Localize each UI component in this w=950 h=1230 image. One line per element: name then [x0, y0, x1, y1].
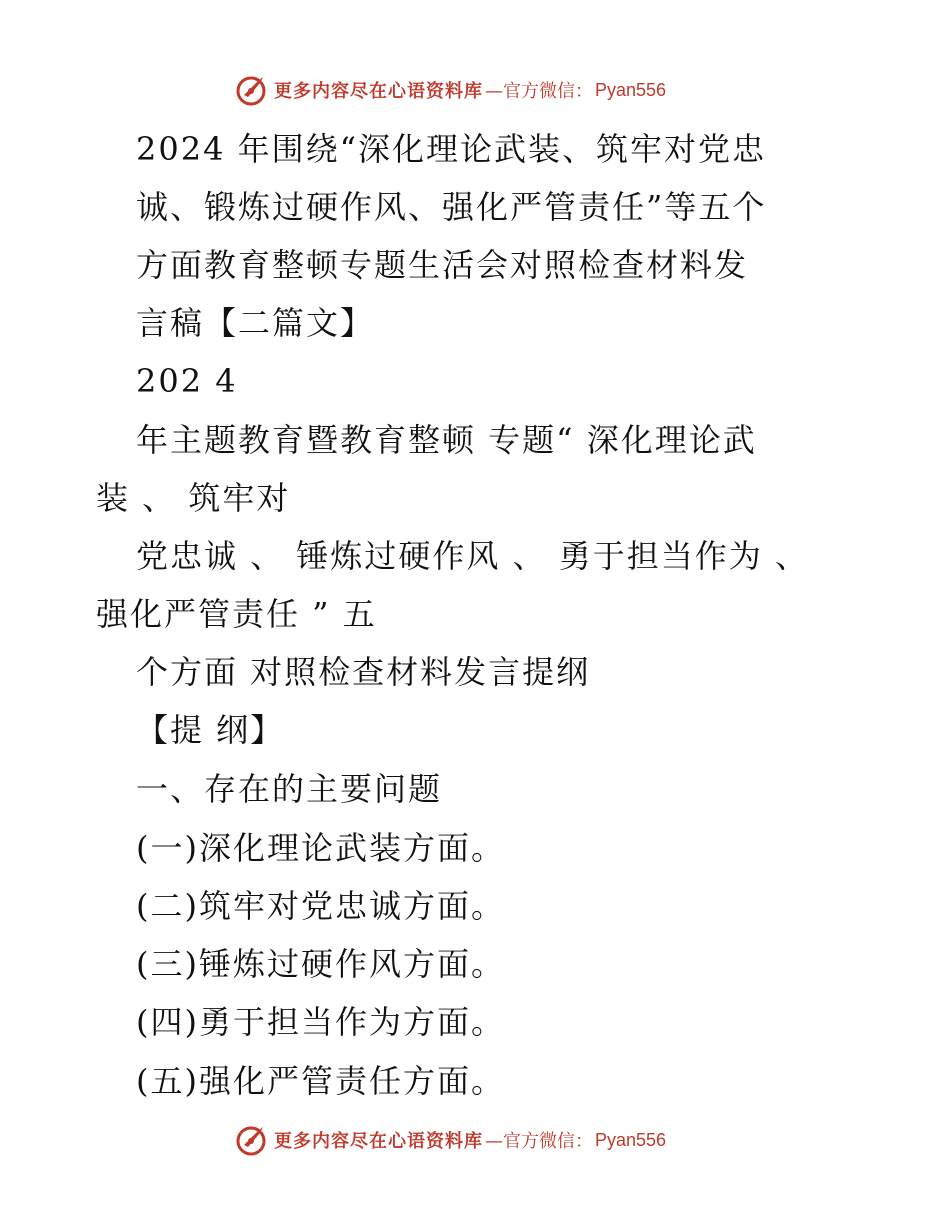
list-item: (五)强化严管责任方面。	[136, 1062, 505, 1100]
title-line-2: 诚、锻炼过硬作风、强化严管责任”等五个	[136, 188, 767, 226]
footer-watermark	[236, 1122, 716, 1158]
list-item: (一)深化理论武装方面。	[136, 829, 505, 867]
list-item: (三)锤炼过硬作风方面。	[136, 945, 505, 983]
watermark-id: Pyan556	[595, 79, 667, 100]
watermark-site: 更多内容尽在心语资料库	[274, 1131, 483, 1152]
watermark-site: 更多内容尽在心语资料库	[274, 81, 483, 102]
section-heading: 一、存在的主要问题	[136, 770, 443, 808]
logo-icon	[236, 73, 270, 107]
list-item: (二)筑牢对党忠诚方面。	[136, 887, 505, 925]
paragraph-line-5: 个方面 对照检查材料发言提纲	[136, 653, 591, 691]
watermark-separator: —官方微信：	[485, 81, 593, 102]
title-line-3: 方面教育整顿专题生活会对照检查材料发	[136, 246, 749, 284]
logo-icon	[236, 1123, 270, 1157]
list-item: (四)勇于担当作为方面。	[136, 1003, 505, 1041]
title-line-1: 2024 年围绕“深化理论武装、筑牢对党忠	[136, 130, 766, 168]
title-line-4: 言稿【二篇文】	[136, 304, 375, 342]
paragraph-line-2: 装 、 筑牢对	[96, 479, 291, 517]
year-line: 202 4	[136, 362, 238, 400]
paragraph-line-1: 年主题教育暨教育整顿 专题“ 深化理论武	[136, 421, 757, 459]
watermark-separator: —官方微信：	[485, 1131, 593, 1152]
paragraph-line-3: 党忠诚 、 锤炼过硬作风 、 勇于担当作为 、	[136, 537, 809, 575]
outline-heading: 【提 纲】	[136, 711, 285, 749]
header-watermark	[236, 72, 716, 108]
watermark-id: Pyan556	[595, 1129, 667, 1150]
paragraph-line-4: 强化严管责任 ” 五	[96, 595, 377, 633]
